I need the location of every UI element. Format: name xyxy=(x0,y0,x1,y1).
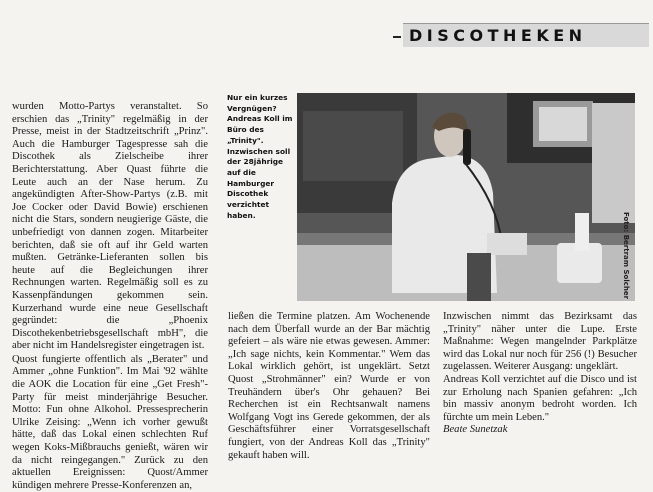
office-photo-illustration xyxy=(297,93,635,301)
left-column xyxy=(12,101,208,492)
photo-man-on-phone xyxy=(297,93,635,301)
middle-column-paragraph: ließen die Termine platzen. Am Wochenende nach dem Überfall wurde an der Bar mächtig gefeiert – als wäre nie etwas gewesen. Ammer: „Ich sage nichts, kein Kommentar." Wem das Lokal wirklich gehört, ist ungeklärt. Setzt Quost „Strohmänner" ein? Wurde er von Treuhändern über's Ohr gehauen? Bei Recherchen ist ein Rechtsanwalt namens Wolfgang Vogt ins Gerede gekommen, der als Geschäftsführer einer Vorratsgesellschaft fungiert, von der Andreas Koll das „Trinity" gekauft haben will. xyxy=(228,311,430,461)
right-column-paragraph-2: Andreas Koll verzichtet auf die Disco und ist zur Erholung nach Spanien gefahren: „Ich bin massiv anonym bedroht worden. Ich fürchte um mein Leben." xyxy=(443,373,637,423)
photo-caption: Nur ein kurzes Vergnügen? Andreas Koll im Büro des „Trinity". Inzwischen soll der 28jährige auf die Hamburger Discothek verzichtet haben. xyxy=(227,93,293,220)
author-byline: Beate Sunetzak xyxy=(443,424,508,436)
section-title: DISCOTHEKEN xyxy=(403,23,649,47)
left-column-lower-paragraph: Quost fungierte offentlich als „Berater" und Ammer „ohne Funktion". Im Mai '92 wählte die AOK die Location für eine „Get Fresh"-Party für meist minderjährige Besucher. Motto: Fun ohne Alkohol. Pressesprecherin Ulrike Zeising: „Wenn ich vorher gewußt hätte, daß das Lokal einen schlechten Ruf wegen Koks-Mißbrauchs genießt, wären wir da nicht reingegangen." Zurück zu den aktuellen Ereignissen: Quost/Ammer kündigen mehrere Presse-Konferenzen an, xyxy=(12,353,208,491)
middle-column xyxy=(228,311,430,462)
right-column-paragraph-1: Inzwischen nimmt das Bezirksamt das „Trinity" näher unter die Lupe. Erste Maßnahme: Wegen mangelnder Parkplätze wird das Lokal nur noch für 256 (!) Besucher zugelassen. Weiterer Ausgang: ungeklärt. xyxy=(443,311,637,373)
photo-credit: Foto: Bertram Solcher xyxy=(622,212,630,300)
left-column-upper-paragraph: wurden Motto-Partys veranstaltet. So erschien das „Trinity" regelmäßig in der Presse, meist in der Stadtzeitschrift „Prinz". Auch die Hamburger Tagespresse sah die Discothek als Zielscheibe ihrer Berichterstattung. Aber Quast führte die Leute auch an der Nase herum. Zu angekündigten After-Show-Partys (z.B. mit Joe Cocker oder David Bowie) erschienen nicht die Stars, sondern neugierige Gäste, die unbefriedigt von dannen zogen. Mitarbeiter berichten, daß sie oft auf ihr Geld warten mußten. Getränke-Lieferanten sollen bis heute auf die Begleichungen ihrer Rechnungen warten. Regelmäßig soll es zu Kassenpfändungen gekommen sein. Kurzerhand wurde eine neue Gesellschaft gegründet: die „Phoenix Discothekenbetriebsgesellschaft mbH", die aber nicht im Handelsregister eingetragen ist. xyxy=(12,101,208,352)
header-rule xyxy=(393,36,401,38)
right-column xyxy=(443,311,637,437)
